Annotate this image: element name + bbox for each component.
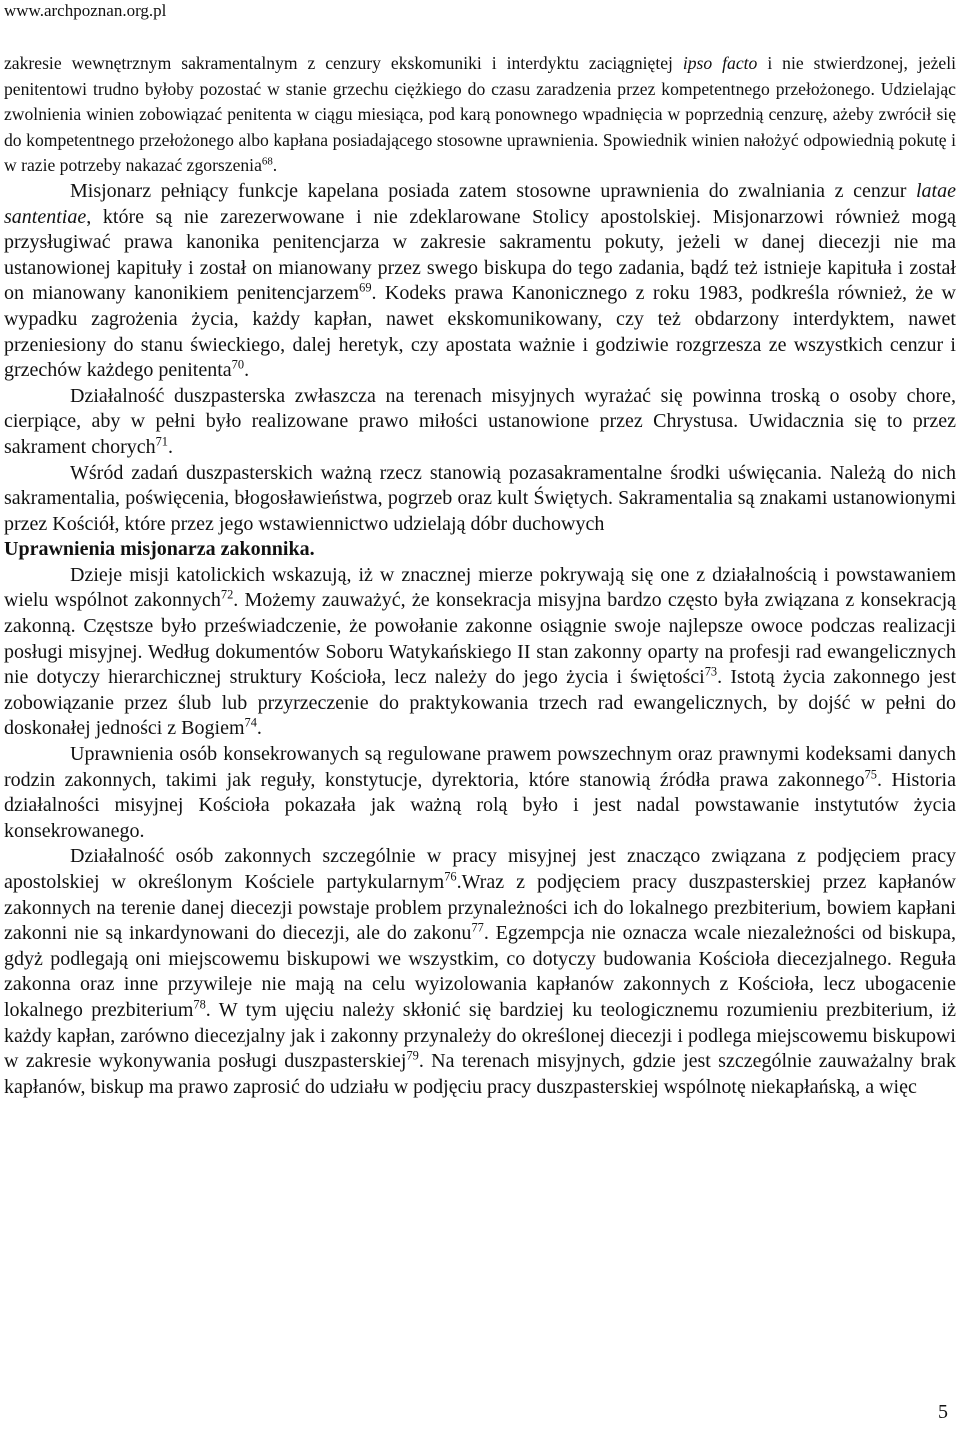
footnote-ref: 70 [231, 357, 245, 372]
text-run: Dzieje misji katolickich wskazują, iż w znacznej mierze pokrywają się one z działalnością i powstawaniem wielu wspólnot zakonnych [4, 563, 956, 612]
document-body [4, 51, 956, 1100]
footnote-ref: 69 [359, 280, 372, 295]
footnote-ref: 75 [864, 767, 877, 782]
footnote-ref: 73 [704, 664, 718, 679]
text-run: . Istotą życia zakonnego jest zobowiązanie przez ślub lub przyrzeczenie do praktykowania trzech rad ewangelicznych, by dojść w pełni do doskonałej jedności z Bogiem [4, 666, 956, 740]
text-run: Uprawnienia misjonarza zakonnika. [4, 538, 315, 561]
footnote-ref: 79 [406, 1048, 419, 1063]
text-run: zakresie wewnętrznym sakramentalnym z cenzury ekskomuniki i interdyktu zaciągniętej [4, 53, 683, 73]
paragraph [4, 742, 956, 844]
text-run: i nie stwierdzonej, jeżeli penitentowi trudno byłoby pozostać w stanie grzechu ciężkiego do czasu zaradzenia przez kompetentnego przełożonego. Udzielając zwolnienia winien zobowiązać penitenta w ciągu miesiąca, pod karą ponownego wpadnięcia w poprzednią cenzurę, ażeby zwrócił się do kompetentnego przełożonego albo kapłana posiadającego stosowne uprawnienia. Spowiednik winien nałożyć odpowiednią pokutę i w razie potrzeby nakazać zgorszenia [4, 53, 956, 176]
page-number: 5 [938, 1401, 948, 1423]
paragraph [4, 179, 956, 384]
text-run: Misjonarz pełniący funkcje kapelana posiada zatem stosowne uprawnienia do zwalniania z cenzur [70, 179, 916, 202]
paragraph [4, 51, 956, 179]
text-run: . Na terenach misyjnych, gdzie jest szczególnie zauważalny brak kapłanów, biskup ma prawo zaprosić do udziału w podjęciu pracy duszpasterskiej wspólnotę niekapłańską, a więc [4, 1050, 956, 1098]
footnote-ref: 72 [220, 588, 234, 603]
text-run: . Możemy zauważyć, że konsekracja misyjna bardzo często była związana z konsekracją zakonną. Częstsze było przeświadczenie, że powołanie zakonne osiągnie swoje najlepsze owoce podczas realizacji posługi misyjnej. Według dokumentów Soboru Watykańskiego II stan zakonny oparty na profesji rad ewangelicznych nie dotyczy hierarchicznej struktury Kościoła, lecz należy do jego życia i świętości [4, 589, 957, 689]
italic-text: ipso facto [682, 53, 758, 73]
paragraph [4, 563, 956, 742]
text-run: . [168, 435, 173, 458]
paragraph [4, 844, 956, 1100]
text-run: . Kodeks prawa Kanonicznego z roku 1983, podkreśla również, że w wypadku zagrożenia życia, każdy kapłan, nawet ekskomunikowany, czy też obdarzony interdyktem, nawet przeniesiony do stanu świeckiego, dalej heretyk, czy apostata ważnie i godziwie rozgrzesza ze wszystkich cenzur i grzechów każdego penitenta [4, 282, 956, 382]
footnote-ref: 76 [444, 869, 457, 884]
footnote-ref: 71 [155, 434, 168, 449]
footnote-ref: 78 [193, 997, 206, 1012]
text-run: , które są nie zarezerwowane i nie zdeklarowane Stolicy apostolskiej. Misjonarzowi również mogą przysługiwać prawa kanonika penitencjarza w zakresie sakramentu pokuty, jeżeli w danej diecezji nie ma ustanowionej kapituły i został on mianowany przez swego biskupa do tego zadania, bądź też istnieje kapituła i został on mianowany kanonikiem penitencjarzem [4, 205, 956, 305]
text-run: . W tym ujęciu należy skłonić się bardziej ku teologicznemu rozumieniu prezbiterium, iż każdy kapłan, zarówno diecezjalny jak i zakonny przynależy do określonej diecezji i podlega miejscowemu biskupowi w zakresie wykonywania posługi duszpasterskiej [4, 998, 956, 1073]
text-run: .Wraz z podjęciem pracy duszpasterskiej przez kapłanów zakonnych na terenie danej diecezji powstaje problem przynależności ich do lokalnego prezbiterium, bowiem kapłani zakonni nie są inkardynowani do diecezji, ale do zakonu [4, 871, 956, 945]
footnote-ref: 77 [471, 920, 484, 935]
paragraph [4, 384, 956, 461]
text-run: Uprawnienia osób konsekrowanych są regulowane prawem powszechnym oraz prawnymi kodeksami danych rodzin zakonnych, takimi jak reguły, konstytucje, dyrektoria, które stanowią źródła prawa zakonnego [4, 743, 956, 791]
site-url[interactable]: www.archpoznan.org.pl [4, 1, 167, 20]
footnote-ref: 74 [244, 716, 257, 730]
text-run: . Historia działalności misyjnej Kościoła pokazała jak ważną rolą było i jest nadal powstawanie instytutów życia konsekrowanego. [4, 768, 956, 842]
text-run: Działalność duszpasterska zwłaszcza na terenach misyjnych wyrażać się powinna troską o osoby chore, cierpiące, aby w pełni było realizowane prawo miłości ustanowione przez Chrystusa. Uwidacznia się to przez sakrament chorych [4, 384, 956, 458]
text-run: . [256, 717, 262, 740]
text-run: . Egzempcja nie oznacza wcale niezależności od biskupa, gdyż podlegają oni miejscowemu biskupowi we wszystkim, co dotyczy budowania Kościoła diecezjalnego. Reguła zakonna oraz inne przywileje nie mają na celu wyizolowania kapłanów zakonnych z Kościoła, lecz ubogacenie lokalnego prezbiterium [4, 922, 957, 1021]
footnote-ref: 68 [261, 155, 273, 168]
text-run: Wśród zadań duszpasterskich ważną rzecz stanowią pozasakramentalne środki uświęcania. Należą do nich sakramentalia, poświęcenia, błogosławieństwa, pogrzeb oraz kult Świętych. Sakramentalia są znakami ustanowionymi przez Kościół, które przez jego wstawiennictwo udzielają dóbr duchowych [4, 461, 956, 535]
text-run: . [244, 359, 250, 382]
paragraph [4, 461, 956, 538]
text-run: Działalność osób zakonnych szczególnie w pracy misyjnej jest znacząco związana z podjęciem pracy apostolskiej w określonym Kościele partykularnym [4, 845, 956, 893]
section-heading [4, 537, 956, 563]
italic-text: latae santentiae [4, 179, 956, 228]
text-run: . [272, 155, 278, 176]
